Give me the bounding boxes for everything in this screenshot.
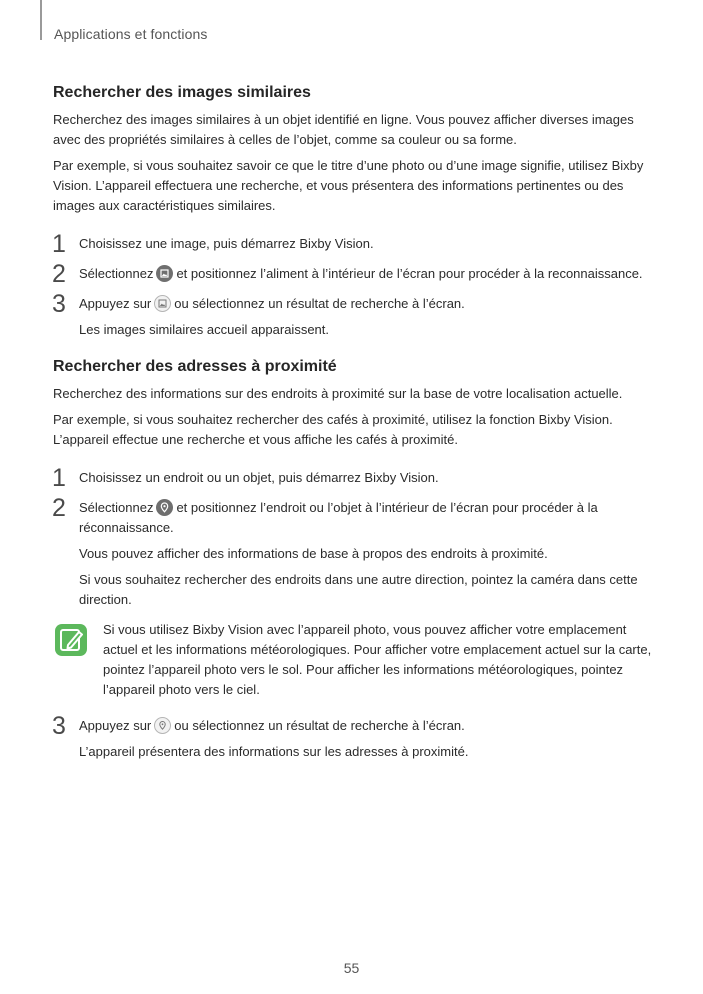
step-number: 3 <box>52 712 66 740</box>
step-text: Choisissez un endroit ou un objet, puis démarrez Bixby Vision. <box>79 470 439 485</box>
step-text: Appuyez sur ou sélectionnez un résultat de recherche à l’écran. <box>79 718 465 733</box>
step-detail: Si vous souhaitez rechercher des endroits dans une autre direction, pointez la caméra dans cette direction. <box>79 572 638 607</box>
place-mode-icon <box>156 499 173 516</box>
section-heading-similar-images: Rechercher des images similaires <box>53 84 311 101</box>
step-1 <box>52 230 653 258</box>
step-number: 2 <box>52 494 66 522</box>
section-heading-nearby-addresses: Rechercher des adresses à proximité <box>53 358 337 375</box>
image-search-button-icon <box>154 295 171 312</box>
step-detail: Vous pouvez afficher des informations de base à propos des endroits à proximité. <box>79 546 548 561</box>
step-text: Sélectionnez et positionnez l’aliment à l’intérieur de l’écran pour procéder à la reconnaissance. <box>79 266 643 281</box>
place-search-button-icon <box>154 717 171 734</box>
note-box <box>53 620 653 700</box>
step-text: Choisissez une image, puis démarrez Bixby Vision. <box>79 236 374 251</box>
step-number: 2 <box>52 260 66 288</box>
paragraph: Par exemple, si vous souhaitez rechercher des cafés à proximité, utilisez la fonction Bixby Vision. L’appareil effectue une recherche et vous affiche les cafés à proximité. <box>53 412 613 447</box>
step-2 <box>52 260 653 288</box>
page-content <box>53 84 653 768</box>
step-3 <box>52 712 653 762</box>
paragraph: Par exemple, si vous souhaitez savoir ce que le titre d’une photo ou d’une image signifie, utilisez Bixby Vision. L’appareil effectuera une recherche, et vous présentera des informations pertinentes ou des images aux caractéristiques similaires. <box>53 158 644 213</box>
note-pencil-icon <box>55 624 87 656</box>
step-number: 1 <box>52 464 66 492</box>
step-number: 3 <box>52 290 66 318</box>
step-3 <box>52 290 653 340</box>
step-number: 1 <box>52 230 66 258</box>
header-rule <box>40 0 42 40</box>
step-1 <box>52 464 653 492</box>
step-text: Sélectionnez et positionnez l’endroit ou l’objet à l’intérieur de l’écran pour procéder à la réconnaissance. <box>79 500 598 535</box>
step-2 <box>52 494 653 610</box>
note-text: Si vous utilisez Bixby Vision avec l’appareil photo, vous pouvez afficher votre emplacement actuel et les informations météorologiques. Pour afficher votre emplacement actuel sur la carte, pointez l’appareil photo vers le sol. Pour afficher les informations météorologiques, pointez l’appareil photo vers le ciel. <box>103 622 652 697</box>
image-search-icon <box>156 265 173 282</box>
page-number: 55 <box>343 960 360 976</box>
paragraph: Recherchez des informations sur des endroits à proximité sur la base de votre localisation actuelle. <box>53 386 623 401</box>
paragraph: Recherchez des images similaires à un objet identifié en ligne. Vous pouvez afficher diverses images avec des propriétés similaires à celles de l’objet, comme sa couleur ou sa forme. <box>53 112 634 147</box>
page-header: Applications et fonctions <box>54 26 208 42</box>
step-text: Appuyez sur ou sélectionnez un résultat de recherche à l’écran. <box>79 296 465 311</box>
step-detail: Les images similaires accueil apparaissent. <box>79 322 330 337</box>
step-detail: L’appareil présentera des informations sur les adresses à proximité. <box>79 744 469 759</box>
